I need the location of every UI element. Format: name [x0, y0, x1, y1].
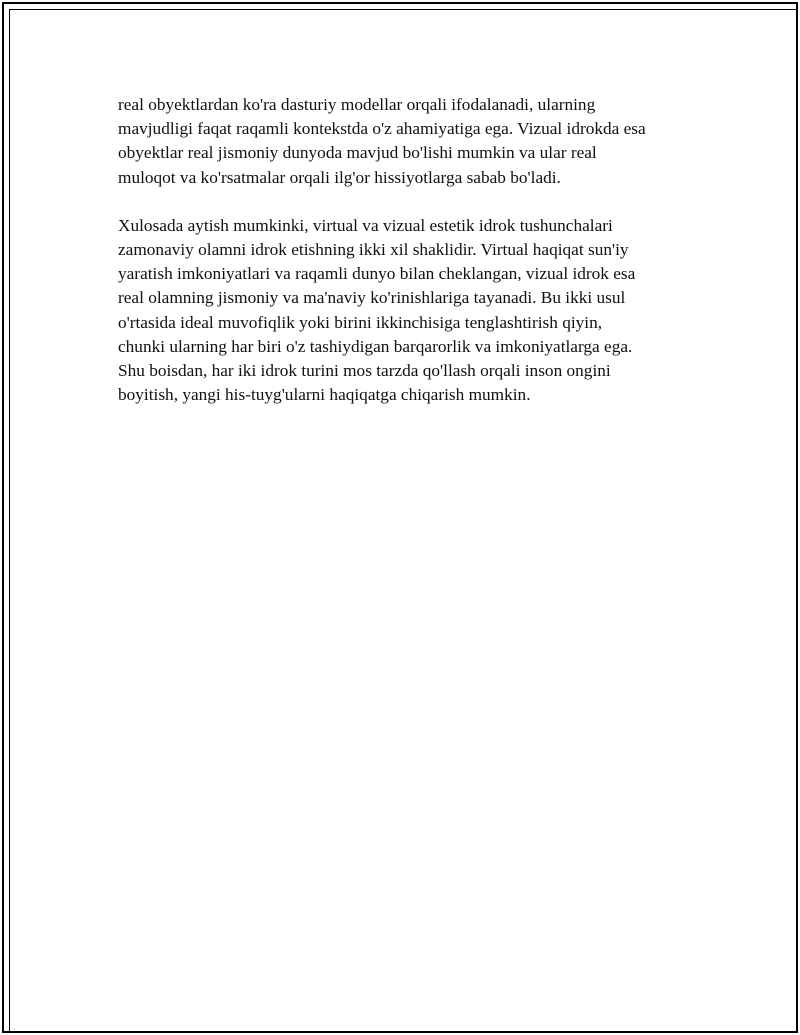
text-line: Shu boisdan, har iki idrok turini mos tarzda qo'llash orqali inson ongini [118, 361, 611, 381]
text-line: real olamning jismoniy va ma'naviy ko'rinishlariga tayanadi. Bu ikki usul [118, 288, 626, 308]
paragraph-1 [118, 93, 698, 190]
text-line: chunki ularning har biri o'z tashiydigan barqarorlik va imkoniyatlarga ega. [118, 336, 633, 356]
text-line: muloqot va ko'rsatmalar orqali ilg'or hissiyotlarga sabab bo'ladi. [118, 167, 561, 187]
text-line: yaratish imkoniyatlari va raqamli dunyo bilan cheklangan, vizual idrok esa [118, 264, 636, 284]
document-body [118, 93, 698, 407]
text-line: zamonaviy olamni idrok etishning ikki xil shaklidir. Virtual haqiqat sun'iy [118, 240, 629, 260]
text-line: Xulosada aytish mumkinki, virtual va vizual estetik idrok tushunchalari [118, 215, 613, 235]
text-line: obyektlar real jismoniy dunyoda mavjud bo'lishi mumkin va ular real [118, 143, 597, 163]
text-line: o'rtasida ideal muvofiqlik yoki birini ikkinchisiga tenglashtirish qiyin, [118, 312, 603, 332]
paragraph-2 [118, 214, 698, 408]
text-line: real obyektlardan ko'ra dasturiy modellar orqali ifodalanadi, ularning [118, 95, 596, 114]
text-line: boyitish, yangi his-tuyg'ularni haqiqatga chiqarish mumkin. [118, 385, 531, 405]
text-line: mavjudligi faqat raqamli kontekstda o'z ahamiyatiga ega. Vizual idrokda esa [118, 119, 646, 139]
